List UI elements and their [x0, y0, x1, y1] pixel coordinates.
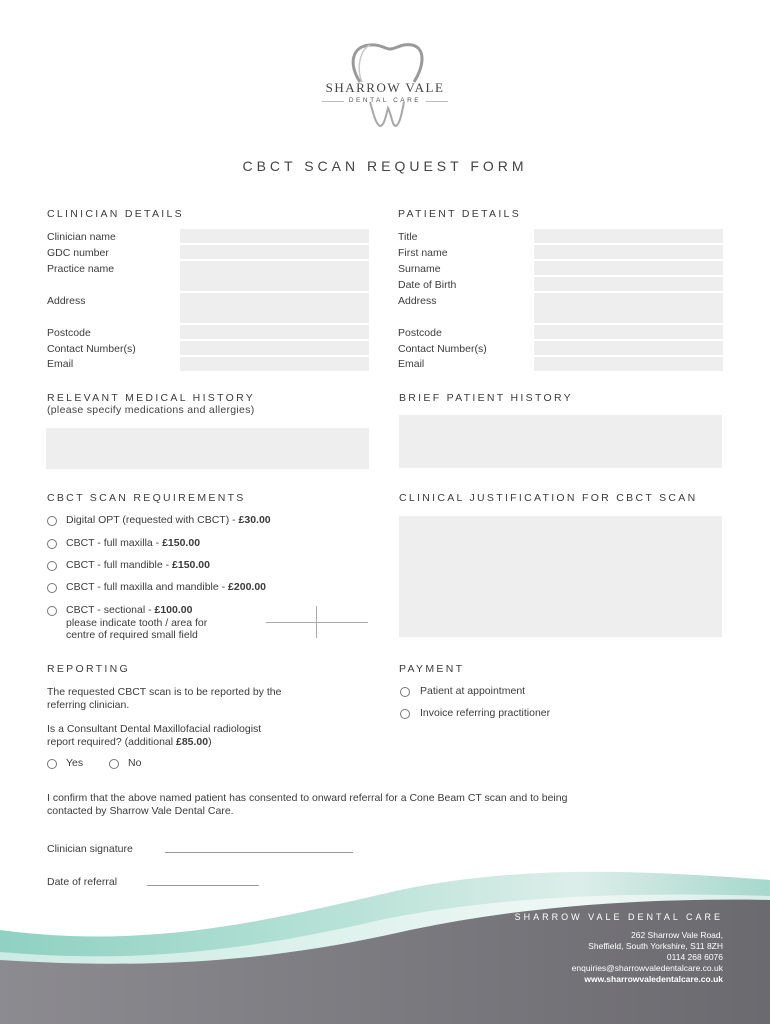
- patient-contact-field[interactable]: [534, 341, 723, 355]
- reporting-statement-line1: The requested CBCT scan is to be reported by the: [47, 686, 282, 698]
- sectional-note-line1: please indicate tooth / area for: [66, 617, 208, 629]
- patient-address-label: Address: [398, 295, 437, 307]
- footer-address-line2: Sheffield, South Yorkshire, S11 8ZH: [588, 941, 723, 951]
- payment-heading: PAYMENT: [399, 663, 465, 675]
- patient-address-field[interactable]: [534, 293, 723, 323]
- clinician-email-field[interactable]: [180, 357, 369, 371]
- clinician-contact-label: Contact Number(s): [47, 343, 136, 355]
- invoice-practitioner-radio[interactable]: [400, 709, 410, 719]
- reporting-statement-line2: referring clinician.: [47, 699, 130, 711]
- patient-email-field[interactable]: [534, 357, 723, 371]
- sectional-crosshair-vertical: [316, 606, 317, 638]
- clinician-details-heading: CLINICIAN DETAILS: [47, 208, 184, 220]
- patient-postcode-label: Postcode: [398, 327, 442, 339]
- clinician-signature-line[interactable]: [165, 852, 353, 853]
- scan-requirements-heading: CBCT SCAN REQUIREMENTS: [47, 492, 246, 504]
- footer-website[interactable]: www.sharrowvaledentalcare.co.uk: [584, 974, 723, 984]
- date-of-birth-field[interactable]: [534, 277, 723, 291]
- consent-line2: contacted by Sharrow Vale Dental Care.: [47, 805, 234, 817]
- clinician-address-field[interactable]: [180, 293, 369, 323]
- consultant-yes-label: Yes: [66, 757, 84, 769]
- sectional-crosshair-horizontal: [266, 622, 368, 623]
- medical-history-note: (please specify medications and allergies): [47, 404, 255, 416]
- gdc-number-label: GDC number: [47, 247, 109, 259]
- clinician-email-label: Email: [47, 358, 74, 370]
- form-title: CBCT SCAN REQUEST FORM: [242, 158, 528, 174]
- clinician-postcode-label: Postcode: [47, 327, 91, 339]
- reporting-statement: [47, 686, 281, 712]
- patient-details-heading: PATIENT DETAILS: [398, 208, 521, 220]
- medical-history-heading: RELEVANT MEDICAL HISTORY: [47, 392, 256, 404]
- consultant-yes-radio[interactable]: [47, 759, 57, 769]
- clinician-contact-field[interactable]: [180, 341, 369, 355]
- consultant-no-label: No: [128, 757, 142, 769]
- consent-statement: [47, 792, 567, 818]
- digital-opt-option: Digital OPT (requested with CBCT) - £30.00: [66, 514, 271, 526]
- consultant-no-radio[interactable]: [109, 759, 119, 769]
- consent-line1: I confirm that the above named patient has consented to onward referral for a Cone Beam CT scan and to being: [47, 792, 568, 804]
- full-maxilla-radio[interactable]: [47, 539, 57, 549]
- reporting-heading: REPORTING: [47, 663, 130, 675]
- full-mandible-radio[interactable]: [47, 561, 57, 571]
- patient-contact-label: Contact Number(s): [398, 343, 487, 355]
- clinician-signature-label: Clinician signature: [47, 843, 133, 855]
- surname-label: Surname: [398, 263, 441, 275]
- footer-address-line1: 262 Sharrow Vale Road,: [631, 930, 723, 940]
- sectional-radio[interactable]: [47, 606, 57, 616]
- patient-title-label: Title: [398, 231, 418, 243]
- clinician-address-label: Address: [47, 295, 86, 307]
- consultant-question: [47, 723, 261, 749]
- first-name-label: First name: [398, 247, 448, 259]
- practice-name-label: Practice name: [47, 263, 115, 275]
- footer-phone: 0114 268 6076: [666, 952, 723, 962]
- clinician-name-field[interactable]: [180, 229, 369, 243]
- sectional-note-line2: centre of required small field: [66, 629, 198, 641]
- full-mandible-option: CBCT - full mandible - £150.00: [66, 559, 210, 571]
- maxilla-mandible-option: CBCT - full maxilla and mandible - £200.00: [66, 581, 267, 593]
- logo-rule-right: [426, 101, 448, 102]
- digital-opt-radio[interactable]: [47, 516, 57, 526]
- brief-history-field[interactable]: [399, 415, 722, 468]
- clinical-justification-heading: CLINICAL JUSTIFICATION FOR CBCT SCAN: [399, 492, 698, 504]
- brief-history-heading: BRIEF PATIENT HISTORY: [399, 392, 573, 404]
- clinician-postcode-field[interactable]: [180, 325, 369, 339]
- consultant-question-line1: Is a Consultant Dental Maxillofacial radiologist: [47, 723, 262, 735]
- patient-email-label: Email: [398, 358, 425, 370]
- maxilla-mandible-radio[interactable]: [47, 583, 57, 593]
- logo-subtitle: DENTAL CARE: [348, 97, 422, 104]
- full-maxilla-option: CBCT - full maxilla - £150.00: [66, 537, 201, 549]
- patient-title-field[interactable]: [534, 229, 723, 243]
- consultant-question-line2: report required? (additional £85.00): [47, 736, 212, 748]
- invoice-practitioner-label: Invoice referring practitioner: [420, 707, 551, 719]
- pay-at-appointment-label: Patient at appointment: [420, 685, 526, 697]
- clinician-name-label: Clinician name: [47, 231, 116, 243]
- medical-history-field[interactable]: [46, 428, 369, 469]
- clinical-justification-field[interactable]: [399, 516, 722, 637]
- practice-name-field[interactable]: [180, 261, 369, 291]
- footer-email[interactable]: enquiries@sharrowvaledentalcare.co.uk: [571, 963, 723, 973]
- gdc-number-field[interactable]: [180, 245, 369, 259]
- sectional-option: CBCT - sectional - £100.00: [66, 604, 193, 616]
- first-name-field[interactable]: [534, 245, 723, 259]
- logo-rule-left: [322, 101, 344, 102]
- pay-at-appointment-radio[interactable]: [400, 687, 410, 697]
- date-of-birth-label: Date of Birth: [398, 279, 457, 291]
- footer-practice-name: SHARROW VALE DENTAL CARE: [514, 912, 723, 922]
- surname-field[interactable]: [534, 261, 723, 275]
- logo-name: SHARROW VALE: [325, 80, 445, 95]
- patient-postcode-field[interactable]: [534, 325, 723, 339]
- date-of-referral-label: Date of referral: [47, 876, 118, 888]
